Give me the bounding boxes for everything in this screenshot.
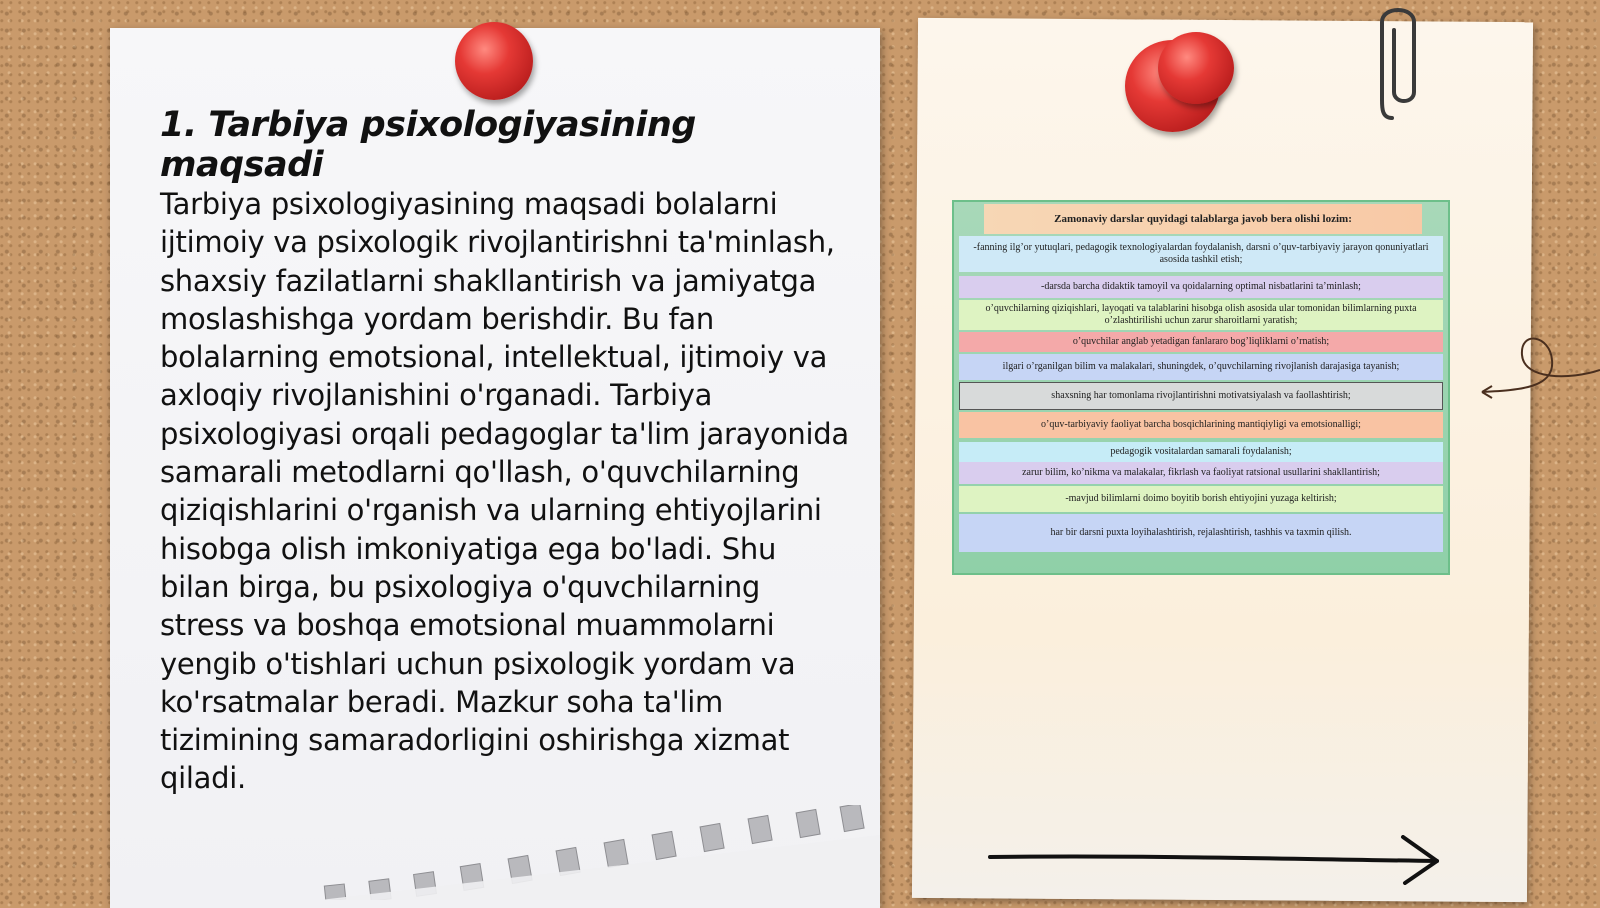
requirements-infographic [952,200,1450,575]
requirement-item: o’quvchilarning qiziqishlari, layoqati va talablarini hisobga olish asosida ular tomonidan bilimlarning puxta o’zlashtirilishi uchun zarur sharoitlarni yaratish; [959,300,1443,330]
requirement-item: shaxsning har tomonlama rivojlantirishni motivatsiyalash va faollashtirish; [959,382,1443,410]
requirement-item: ilgari o’rganilgan bilim va malakalari, shuningdek, o’quvchilarning rivojlanish darajasiga tayanish; [959,354,1443,380]
body-paragraph: Tarbiya psixologiyasining maqsadi bolalarni ijtimoiy va psixologik rivojlantirishni ta'minlash, shaxsiy fazilatlarni shakllantirish va jamiyatga moslashishga yordam berishdir. Bu fan bolalarning emotsional, intellektual, ijtimoiy va axloqiy rivojlanishini o'rganadi. Tarbiya psixologiyasi orqali pedagoglar ta'lim jarayonida samarali metodlarni qo'llash, o'quvchilarning qiziqishlarini o'rganish va ularning ehtiyojlarini hisobga olish imkoniyatiga ega bo'ladi. Shu bilan birga, bu psixologiya o'quvchilarning stress va boshqa emotsional muammolarni yengib o'tishlari uchun psixologik yordam va ko'rsatmalar beradi. Mazkur soha ta'lim tizimining samaradorligini oshirishga xizmat qiladi. [160,187,849,796]
infographic-heading: Zamonaviy darslar quyidagi talablarga javob bera olishi lozim: [984,204,1422,234]
requirement-item: -fanning ilg’or yutuqlari, pedagogik texnologiyalardan foydalanish, darsni o’quv-tarbiyaviy jarayon qonuniyatlari asosida tashkil etish; [959,236,1443,272]
red-pin-left [455,22,533,100]
red-pin-right-front [1158,32,1234,104]
page-title: 1. Tarbiya psixologiyasining maqsadi [160,105,696,185]
paper-clip-icon [1378,0,1423,125]
requirement-item: zarur bilim, ko’nikma va malakalar, fikrlash va faoliyat ratsional usullarini shakllantirish; [959,462,1443,484]
requirement-item: har bir darsni puxta loyihalashtirish, rejalashtirish, tashhis va taxmin qilish. [959,514,1443,552]
swirl-arrow-icon [1480,310,1600,410]
requirement-item: pedagogik vositalardan samarali foydalanish; [959,442,1443,462]
requirement-item: o’quv-tarbiyaviy faoliyat barcha bosqichlarining mantiqiyligi va emotsionalligi; [959,412,1443,438]
right-arrow-icon [985,835,1445,885]
tear-off-tabs [320,805,880,900]
requirement-item: o’quvchilar anglab yetadigan fanlararo bog’liqliklarni o’rnatish; [959,332,1443,352]
requirement-item: -mavjud bilimlarni doimo boyitib borish ehtiyojini yuzaga keltirish; [959,486,1443,512]
requirement-item: -darsda barcha didaktik tamoyil va qoidalarning optimal nisbatlarini ta’minlash; [959,276,1443,298]
